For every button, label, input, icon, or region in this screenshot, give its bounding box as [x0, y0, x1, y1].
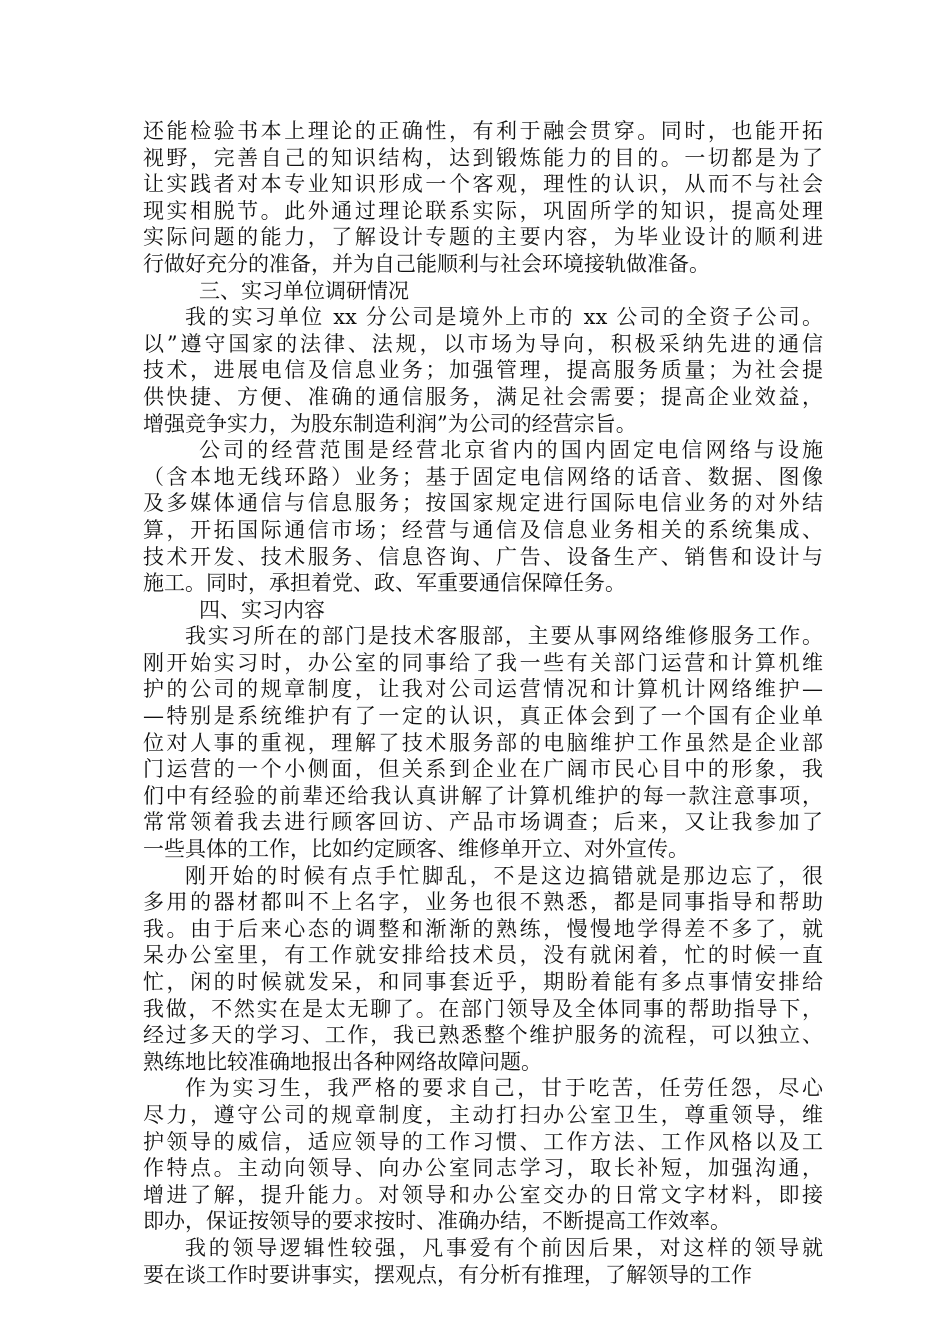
text-line: 忙，闲的时候就发呆，和同事套近乎，期盼着能有多点事情安排给 — [143, 970, 823, 994]
text-line: 尽力，遵守公司的规章制度，主动打扫办公室卫生，尊重领导，维 — [143, 1102, 823, 1127]
text-line: 公司的经营范围是经营北京省内的国内固定电信网络与设施 — [199, 438, 823, 463]
text-line: 我。由于后来心态的调整和渐渐的熟练，慢慢地学得差不多了，就 — [143, 916, 823, 941]
text-line: 作为实习生，我严格的要求自己，甘于吃苦，任劳任怨，尽心 — [185, 1076, 823, 1101]
text-line: 护的公司的规章制度，让我对公司运营情况和计算机计网络维护— — [143, 677, 823, 702]
document-page — [143, 118, 823, 1288]
paragraph — [143, 623, 823, 862]
text-line: 还能检验书本上理论的正确性，有利于融会贯穿。同时，也能开拓 — [143, 119, 823, 143]
paragraph — [143, 863, 823, 1076]
text-line: 要在谈工作时要讲事实，摆观点，有分析有推理，了解领导的工作 — [143, 1262, 752, 1287]
text-line: 刚开始的时候有点手忙脚乱，不是这边搞错就是那边忘了，很 — [185, 863, 823, 888]
text-line: 位对人事的重视，理解了技术服务部的电脑维护工作虽然是企业部 — [143, 730, 823, 755]
text-line: 作特点。主动向领导、向办公室同志学习，取长补短，加强沟通， — [143, 1156, 823, 1181]
paragraph — [143, 304, 823, 437]
text-line: 一些具体的工作，比如约定顾客、维修单开立、对外宣传。 — [143, 837, 689, 862]
text-line: 三、实习单位调研情况 — [199, 278, 409, 303]
text-line: 呆办公室里，有工作就安排给技术员，没有就闲着，忙的时候一直 — [143, 943, 823, 968]
text-line: 我做，不然实在是太无聊了。在部门领导及全体同事的帮助指导下， — [143, 996, 823, 1021]
text-line: 及多媒体通信与信息服务；按国家规定进行国际电信业务的对外结 — [143, 491, 823, 516]
text-line: 技术，进展电信及信息业务；加强管理，提高服务质量；为社会提 — [143, 358, 823, 383]
text-line: 实际问题的能力，了解设计专题的主要内容，为毕业设计的顺利进 — [143, 225, 823, 250]
text-line: 增进了解，提升能力。对领导和办公室交办的日常文字材料，即接 — [143, 1182, 823, 1207]
text-line: 以”遵守国家的法律、法规，以市场为导向，积极采纳先进的通信 — [143, 331, 823, 356]
paragraph — [143, 118, 823, 278]
text-line: 施工。同时，承担着党、政、军重要通信保障任务。 — [143, 571, 626, 596]
section-heading — [143, 278, 823, 305]
text-line: 我的实习单位 xx 分公司是境外上市的 xx 公司的全资子公司。 — [185, 305, 823, 330]
text-line: 们中有经验的前辈还给我认真讲解了计算机维护的每一款注意事项， — [143, 783, 823, 808]
text-line: 四、实习内容 — [199, 597, 325, 622]
text-line: 经过多天的学习、工作，我已熟悉整个维护服务的流程，可以独立、 — [143, 1023, 823, 1048]
text-line: 视野，完善自己的知识结构，达到锻炼能力的目的。一切都是为了 — [143, 145, 823, 170]
text-line: 护领导的威信，适应领导的工作习惯、工作方法、工作风格以及工 — [143, 1129, 823, 1154]
text-line: 多用的器材都叫不上名字，业务也很不熟悉，都是同事指导和帮助 — [143, 890, 823, 915]
text-line: 门运营的一个小侧面，但关系到企业在广阔市民心目中的形象，我 — [143, 757, 823, 782]
text-line: 现实相脱节。此外通过理论联系实际，巩固所学的知识，提高处理 — [143, 198, 823, 223]
text-line: 行做好充分的准备，并为自己能顺利与社会环境接轨做准备。 — [143, 251, 710, 276]
paragraph — [143, 1235, 823, 1288]
text-line: 增强竞争实力，为股东制造利润”为公司的经营宗旨。 — [143, 411, 637, 436]
text-line: 我的领导逻辑性较强，凡事爱有个前因后果，对这样的领导就 — [185, 1235, 823, 1260]
text-line: —特别是系统维护有了一定的认识，真正体会到了一个国有企业单 — [143, 704, 823, 729]
text-line: 让实践者对本专业知识形成一个客观，理性的认识，从而不与社会 — [143, 172, 823, 197]
paragraph — [143, 1075, 823, 1235]
text-line: （含本地无线环路）业务；基于固定电信网络的话音、数据、图像 — [143, 464, 823, 489]
text-line: 算，开拓国际通信市场；经营与通信及信息业务相关的系统集成、 — [143, 517, 823, 542]
text-line: 技术开发、技术服务、信息咨询、广告、设备生产、销售和设计与 — [143, 544, 823, 569]
section-heading — [143, 597, 823, 624]
paragraph — [143, 437, 823, 597]
text-line: 刚开始实习时，办公室的同事给了我一些有关部门运营和计算机维 — [143, 650, 823, 675]
text-line: 供快捷、方便、准确的通信服务，满足社会需要；提高企业效益， — [143, 384, 823, 409]
text-line: 常常领着我去进行顾客回访、产品市场调查；后来，又让我参加了 — [143, 810, 823, 835]
text-line: 熟练地比较准确地报出各种网络故障问题。 — [143, 1049, 542, 1074]
text-line: 即办，保证按领导的要求按时、准确办结，不断提高工作效率。 — [143, 1209, 731, 1234]
text-line: 我实习所在的部门是技术客服部，主要从事网络维修服务工作。 — [185, 624, 823, 649]
